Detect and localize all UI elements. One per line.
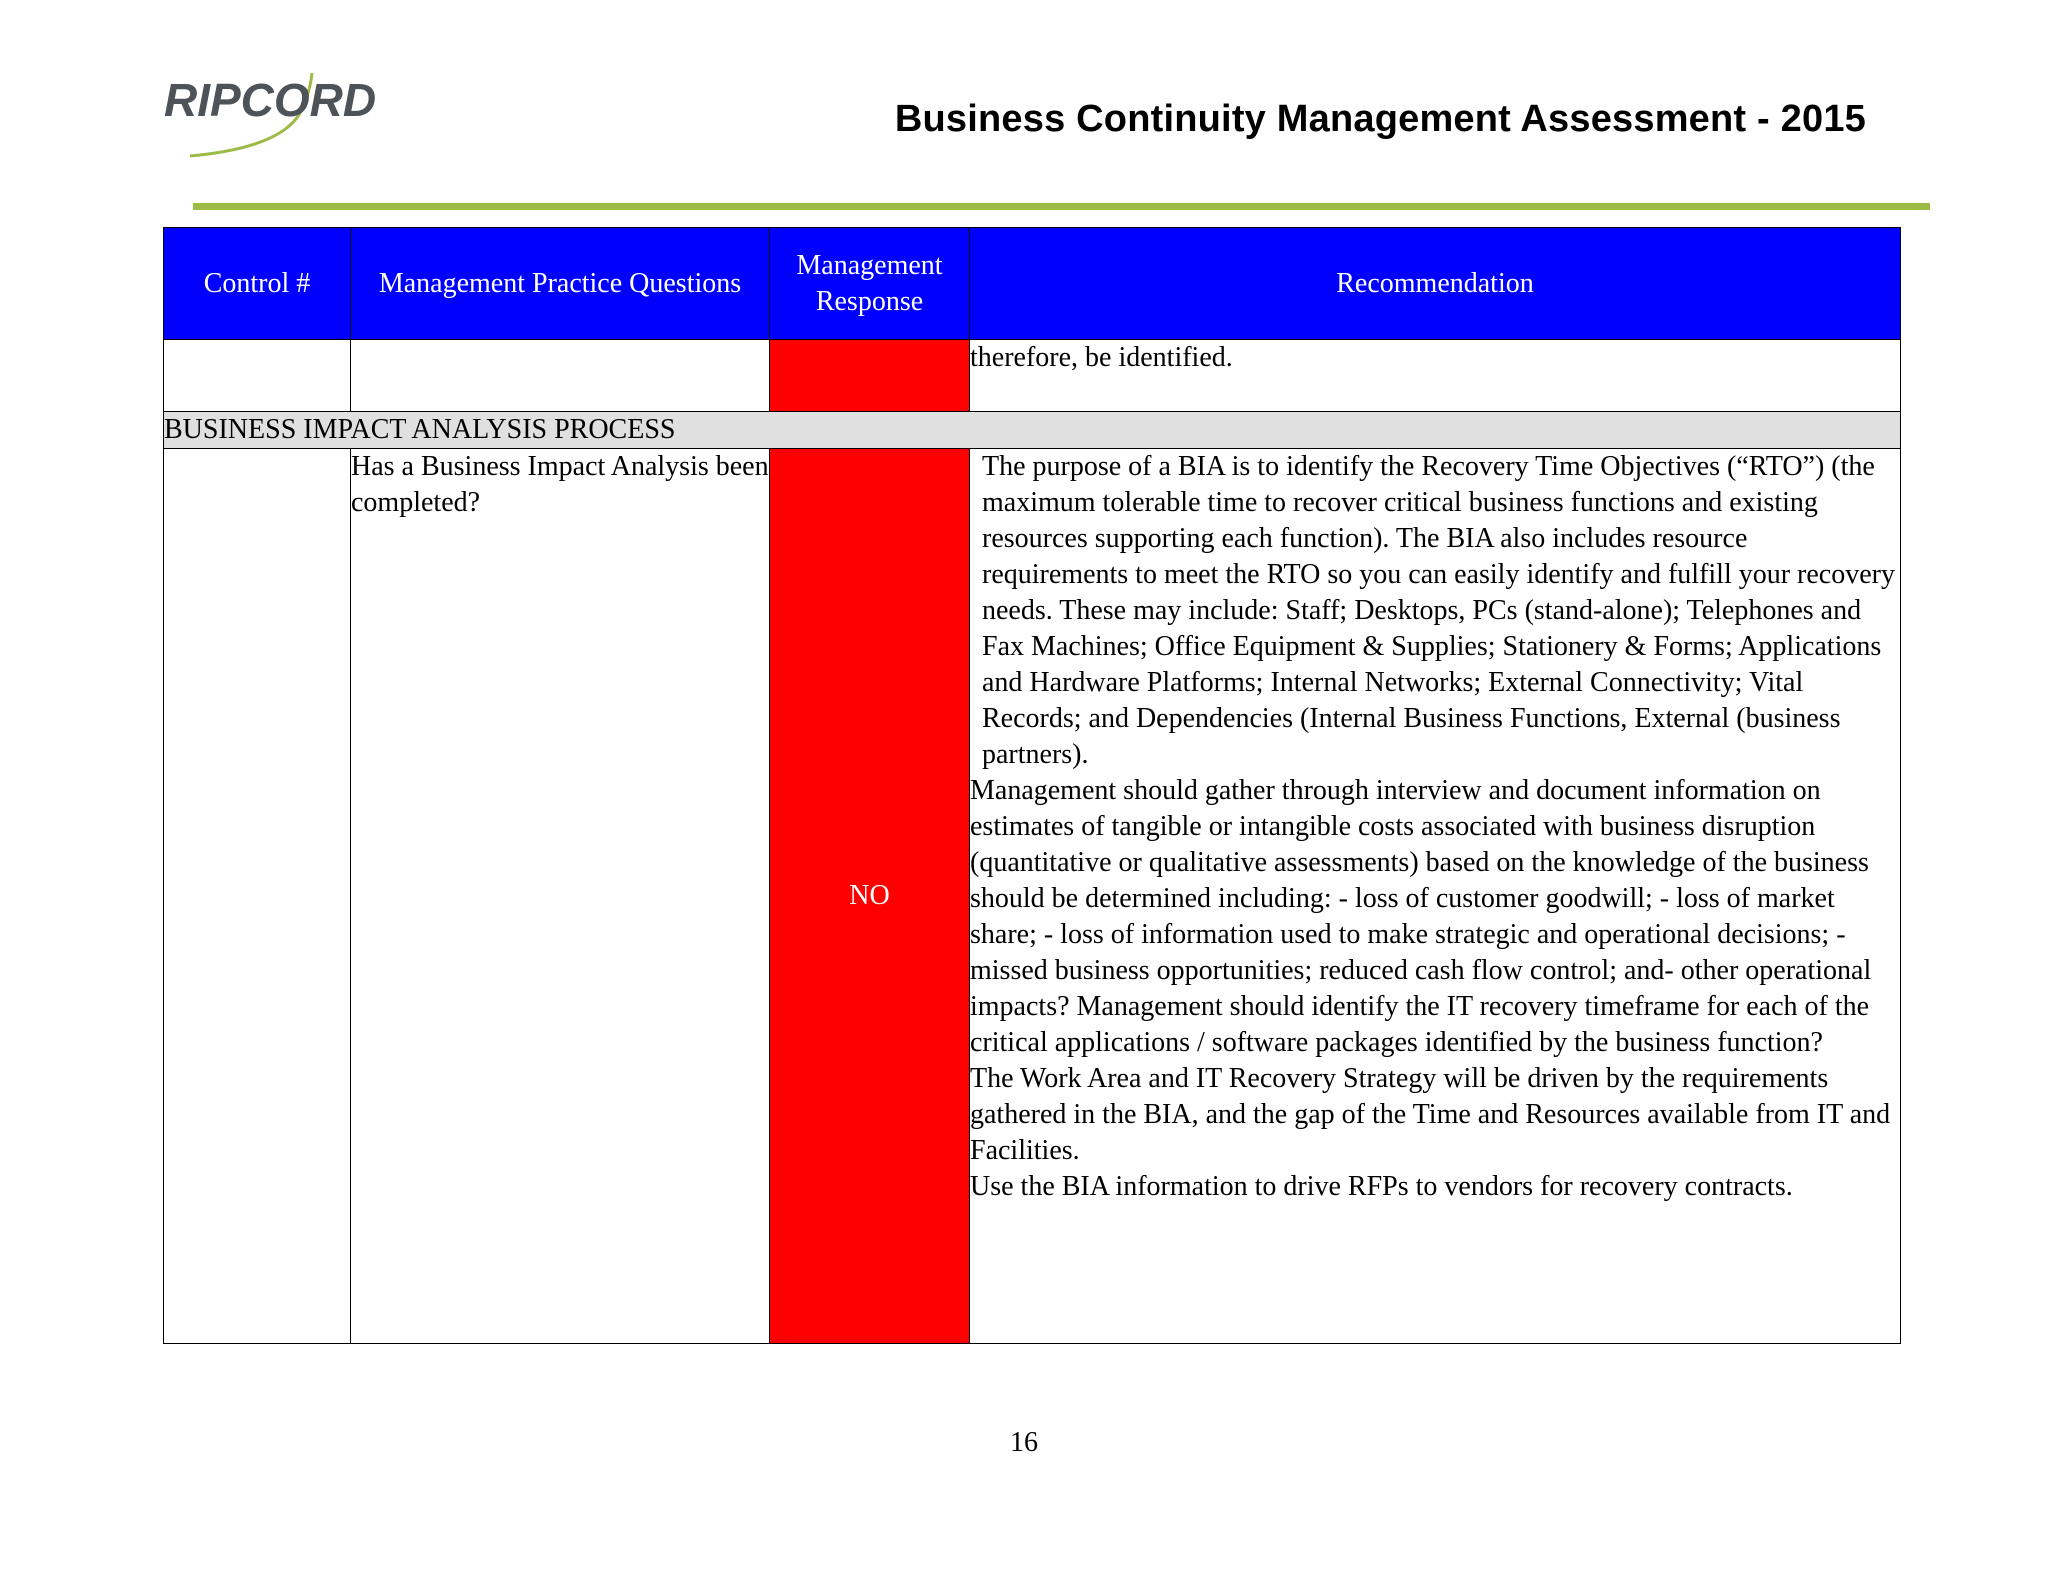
column-header-response: Management Response — [770, 228, 970, 340]
recommendation-cell — [970, 449, 1901, 1344]
page-number: 16 — [1010, 1427, 1038, 1458]
ripcord-logo — [160, 68, 400, 168]
question-cell — [351, 340, 770, 412]
question-cell: Has a Business Impact Analysis been completed? — [351, 449, 770, 1344]
assessment-table — [163, 227, 1901, 1344]
response-cell: NO — [770, 449, 970, 1344]
control-cell — [164, 340, 351, 412]
recommendation-paragraph: Use the BIA information to drive RFPs to vendors for recovery contracts. — [970, 1171, 1793, 1202]
section-header-row — [164, 412, 1901, 449]
column-header-questions: Management Practice Questions — [351, 228, 770, 340]
recommendation-paragraph: The Work Area and IT Recovery Strategy will be driven by the requirements gathered in the BIA, and the gap of the Time and Resources available from IT and Facilities. — [970, 1063, 1891, 1166]
control-cell — [164, 449, 351, 1344]
recommendation-cell: therefore, be identified. — [970, 340, 1901, 412]
column-header-recommendation: Recommendation — [970, 228, 1901, 340]
table-header-row — [164, 228, 1901, 340]
header-rule — [193, 203, 1930, 210]
response-cell — [770, 340, 970, 412]
column-header-control: Control # — [164, 228, 351, 340]
section-title: BUSINESS IMPACT ANALYSIS PROCESS — [164, 412, 1901, 449]
table-row-continuation — [164, 340, 1901, 412]
table-row-bia — [164, 449, 1901, 1344]
document-title: Business Continuity Management Assessment - 2015 — [894, 98, 1866, 140]
recommendation-paragraph: The purpose of a BIA is to identify the Recovery Time Objectives (“RTO”) (the maximum tolerable time to recover critical business functions and existing resources supporting each function). The BIA also includes resource requirements to meet the RTO so you can easily identify and fulfill your recovery needs. These may include: Staff; Desktops, PCs (stand-alone); Telephones and Fax Machines; Office Equipment & Supplies; Stationery & Forms; Applications and Hardware Platforms; Internal Networks; External Connectivity; Vital Records; and Dependencies (Internal Business Functions, External (business partners). — [982, 451, 1895, 770]
logo-text: RIPCORD — [164, 74, 377, 126]
recommendation-paragraph: Management should gather through interview and document information on estimates of tangible or intangible costs associated with business disruption (quantitative or qualitative assessments) based on the knowledge of the business should be determined including: - loss of customer goodwill; - loss of market share; - loss of information used to make strategic and operational decisions; - missed business opportunities; reduced cash flow control; and- other operational impacts? Management should identify the IT recovery timeframe for each of the critical applications / software packages identified by the business function? — [970, 775, 1872, 1058]
